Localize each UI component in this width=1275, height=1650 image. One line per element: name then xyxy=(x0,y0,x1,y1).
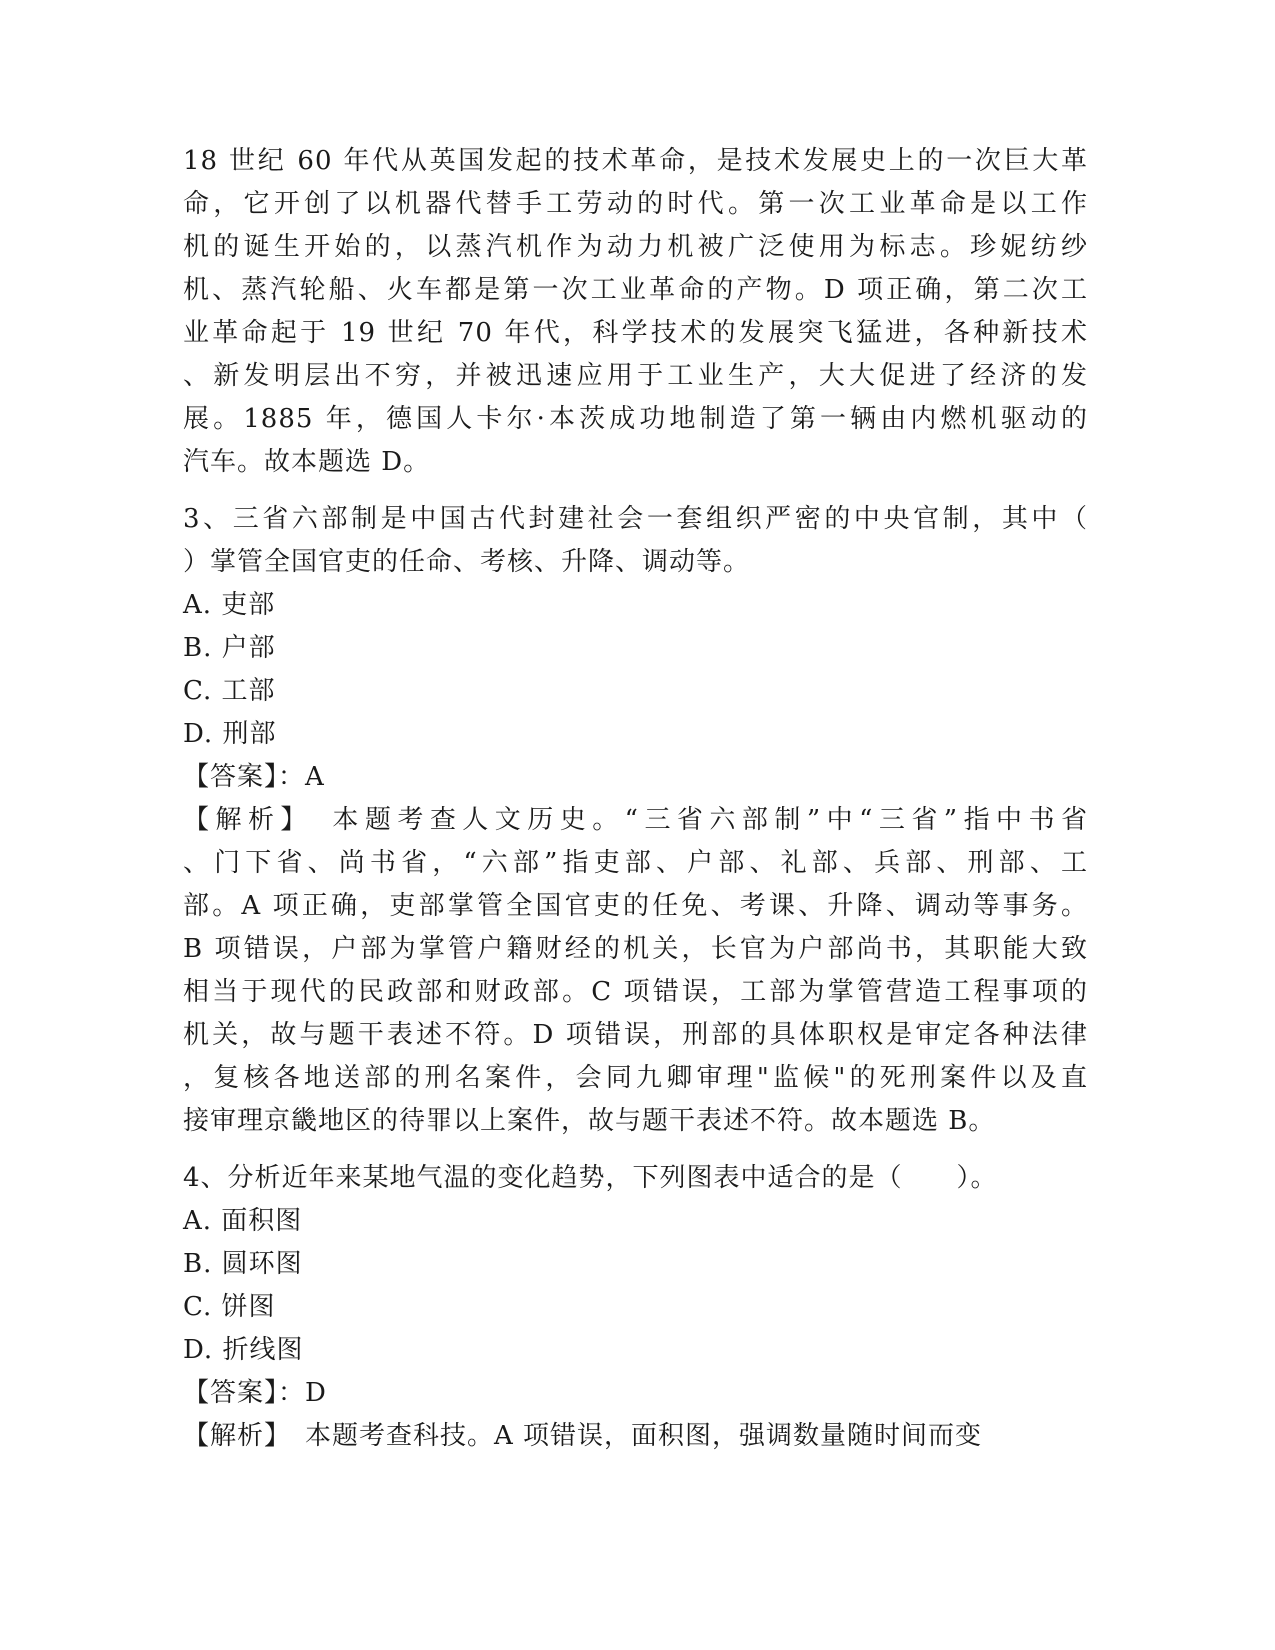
text-line: 命，它开创了以机器代替手工劳动的时代。第一次工业革命是以工作 xyxy=(183,189,1088,219)
analysis-line: 接审理京畿地区的待罪以上案件，故与题干表述不符。故本题选 B。 xyxy=(183,1106,996,1136)
option-a: A. 吏部 xyxy=(183,590,276,620)
question-3 xyxy=(183,498,1088,1143)
answer: 【答案】：D xyxy=(183,1378,327,1408)
analysis-line: 部。A 项正确，吏部掌管全国官吏的任免、考课、升降、调动等事务。 xyxy=(183,891,1088,921)
analysis-line: B 项错误，户部为掌管户籍财经的机关，长官为户部尚书，其职能大致 xyxy=(183,934,1088,964)
option-c: C. 工部 xyxy=(183,676,276,706)
text-line: 展。1885 年，德国人卡尔·本茨成功地制造了第一辆由内燃机驱动的 xyxy=(183,404,1088,434)
analysis-line: 【解析】 本题考查科技。A 项错误，面积图，强调数量随时间而变 xyxy=(183,1421,983,1451)
text-line: 18 世纪 60 年代从英国发起的技术革命，是技术发展史上的一次巨大革 xyxy=(183,146,1088,176)
option-b: B. 户部 xyxy=(183,633,276,663)
question-stem: ）掌管全国官吏的任命、考核、升降、调动等。 xyxy=(183,547,751,577)
option-b: B. 圆环图 xyxy=(183,1249,303,1279)
question-4 xyxy=(183,1157,1088,1458)
text-line: 业革命起于 19 世纪 70 年代，科学技术的发展突飞猛进，各种新技术 xyxy=(183,318,1088,348)
text-line: 、新发明层出不穷，并被迅速应用于工业生产，大大促进了经济的发 xyxy=(183,361,1088,391)
option-d: D. 折线图 xyxy=(183,1335,304,1365)
text-line: 机的诞生开始的，以蒸汽机作为动力机被广泛使用为标志。珍妮纺纱 xyxy=(183,232,1088,262)
text-line: 机、蒸汽轮船、火车都是第一次工业革命的产物。D 项正确，第二次工 xyxy=(183,275,1088,305)
option-d: D. 刑部 xyxy=(183,719,277,749)
q2-analysis-continuation xyxy=(183,140,1088,484)
question-stem: 4、分析近年来某地气温的变化趋势，下列图表中适合的是（ ）。 xyxy=(183,1163,998,1193)
analysis-line: 相当于现代的民政部和财政部。C 项错误，工部为掌管营造工程事项的 xyxy=(183,977,1088,1007)
question-stem: 3、三省六部制是中国古代封建社会一套组织严密的中央官制，其中（ xyxy=(183,504,1088,534)
option-c: C. 饼图 xyxy=(183,1292,276,1322)
analysis-line: 、门下省、尚书省，“六部”指吏部、户部、礼部、兵部、刑部、工 xyxy=(183,848,1088,878)
analysis-line: 机关，故与题干表述不符。D 项错误，刑部的具体职权是审定各种法律 xyxy=(183,1020,1088,1050)
analysis-line: ，复核各地送部的刑名案件，会同九卿审理"监候"的死刑案件以及直 xyxy=(183,1063,1088,1093)
text-line: 汽车。故本题选 D。 xyxy=(183,447,431,477)
option-a: A. 面积图 xyxy=(183,1206,303,1236)
document-page xyxy=(183,140,1088,1458)
analysis-line: 【解析】 本题考查人文历史。“三省六部制”中“三省”指中书省 xyxy=(183,805,1088,835)
answer: 【答案】：A xyxy=(183,762,325,792)
